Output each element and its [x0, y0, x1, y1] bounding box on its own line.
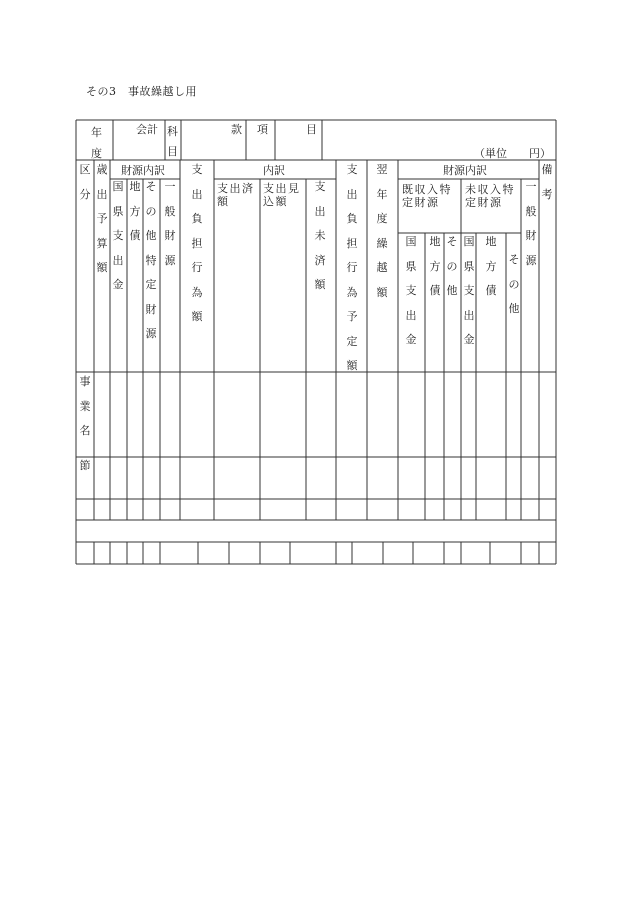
shishutsu-mikomi-header: 支出見込額 [263, 182, 301, 208]
jigyoumei-label: 事 業 名 [79, 375, 91, 437]
kokken1-header: 国 県 支 出 金 [405, 235, 417, 346]
shishutsu-zumi-header: 支出済額 [217, 182, 255, 208]
setsu-label: 節 [79, 459, 91, 472]
ippan-zaigen2-header: 一 般 財 源 [525, 180, 537, 267]
zaigen-uchiwake-header: 財源内訳 [121, 164, 165, 177]
kou-label: 項 [257, 123, 268, 136]
nendo-label: 年度 [91, 126, 102, 160]
kamoku-label: 科目 [167, 125, 178, 158]
kokken-header: 国 県 支 出 金 [112, 180, 124, 291]
yokunendo-kurikoshi-header: 翌 年 度 繰 越 額 [376, 163, 388, 299]
bikou-header: 備 考 [541, 163, 553, 201]
shishutsu-futan-header: 支 出 負 担 行 為 額 [191, 163, 203, 323]
sonota2-header: そ の 他 [508, 253, 520, 315]
unit-label: （単位 円） [474, 147, 551, 160]
shishutsu-futan-yotei-header: 支 出 負 担 行 為 予 定 額 [346, 163, 358, 372]
mishuunyuu-header: 未収入特定財源 [465, 183, 515, 209]
chihousai2-header: 地 方 債 [485, 235, 497, 297]
shishutsu-misai-header: 支 出 未 済 額 [314, 180, 326, 291]
chihousai1-header: 地 方 債 [429, 235, 441, 297]
chihousai-header: 地 方 債 [129, 180, 141, 242]
sonota-tokutei-header: そ の 他 特 定 財 源 [145, 180, 157, 340]
kaikei-label: 会計 [136, 123, 158, 136]
form-title: その3 事故繰越し用 [86, 85, 197, 98]
kan-label: 款 [231, 123, 242, 136]
zaigen-uchiwake2-header: 財源内訳 [443, 164, 487, 177]
kokken2-header: 国 県 支 出 金 [463, 235, 475, 346]
kubun-header: 区 分 [79, 163, 91, 201]
moku-label: 目 [306, 123, 317, 136]
saishutsu-yosangaku-header: 歳 出 予 算 額 [96, 163, 108, 274]
sonota1-header: そ の 他 [446, 235, 458, 297]
uchiwake-header: 内訳 [263, 164, 285, 177]
kishuunyuu-header: 既収入特定財源 [402, 183, 452, 209]
ippan-zaigen-header: 一 般 財 源 [164, 180, 176, 267]
